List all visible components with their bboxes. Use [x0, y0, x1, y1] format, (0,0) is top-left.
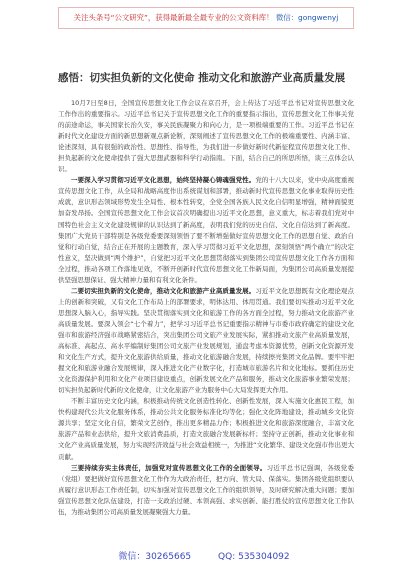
- body-paragraph-point-2: 二要切实担负新的文化使命，推动文化和旅游产业高质量发展。习近平文化思想既有文化理论观点上的创新和突破，又有文化工作布局上的部署要求，明体达用、体用贯通。我们要切实推动习近平文化思想深入脑入心，指导实践。坚决贯彻落实到文化和旅游工作的各方面全过程，努力推动文化旅游产业高质量发展。要深入领会“七个着力”，把学习习近平总书记重要指示精神与市委市政府确定的建设文化强市和旅游经济强市战略紧密结合，突出集团公司文旅产业发展实际，紧扣推动文旅产业高质量发展，高标准、高起点、高水平编制好集团公司文旅产业发展规划，通盘考虑本资源优势，创新文化资源开发和文化生产方式，提升文化旅游供给质量，推动文化旅游融合发展，持续擦亮集团文化品牌。要牢牢把握文化和旅游业融合发展规律，深入推进文化产业数字化，打造城市旅游名片和文化地标。要抓住历史文化资源保护利用和文化产业项目建设重点，创新发展文化产品和服务，推动文化旅游事业繁荣发展；切实担负起新时代新的文化使命，让文化旅游产业为服务中心大局发挥更大作用。: [58, 286, 354, 395]
- document-title: 感悟：切实担负新的文化使命 推动文化和旅游产业高质量发展: [58, 72, 346, 84]
- point-3-heading: 三要持续夯实主体责任，加强党对宣传思想文化工作的全面领导。: [71, 463, 267, 472]
- footer-contact: [0, 547, 408, 567]
- banner-promo-text: 关注头条号“公文研究”，获得最新最全最专业的公文资料库！: [73, 13, 274, 22]
- document-body: [58, 98, 354, 540]
- body-paragraph-point-3: 三要持续夯实主体责任，加强党对宣传思想文化工作的全面领导。习近平总书记强调，各级党委（党组）要把做好宣传思想文化工作作为大政治责任，把方向、管大局、保落实。集团各级党组织要认真履行意识形态工作责任制，切实加强对宣传思想文化工作的组织领导，及时研究解决重大问题；要加强宣传思想文化队伍建设，打造一支政治过硬、本领高强、求实创新、能打胜仗的宣传思想文化工作队伍，为推动集团公司高质量发展凝聚强大力量。: [58, 463, 354, 516]
- body-paragraph-point-1: 一要深入学习贯彻习近平文化思想，始终坚持凝心铸魂强党性。党的十八大以来，党中央高度重视宣传思想文化工作，从全局和战略高度作出系统谋划和部署，推动新时代宣传思想文化事业取得历史性成就，意识形态领域形势发生全局性、根本性转变，全党全国各族人民文化自信明显增强，精神面貌更加奋发昂扬。全国宣传思想文化工作会议首次明确提出习近平文化思想，意义重大，标志着我们党对中国特色社会主义文化建设规律的认识达到了新高度，表明我们党的历史自信、文化自信达到了新高度。集团广大党员干部特别是各级党委要深刻领悟了要不断增强做好宣传思想文化工作的思想自觉、政治自觉和行动自觉，结合正在开展的主题教育，深入学习贯彻习近平文化思想，深刻领悟“两个确立”的决定性意义，坚决做到“两个维护”，自觉把习近平文化思想贯彻落实到集团公司宣传思想文化工作各方面和全过程，推动各项工作落地见效，不断开创新时代宣传思想文化工作新局面，为集团公司高质量发展提供坚强思想保证、强大精神力量和有利文化条件。: [58, 176, 354, 284]
- footer-qq: QQ: 535304092: [218, 552, 290, 562]
- body-paragraph-intro: 10月7日至8日，全国宣传思想文化工作会议在京召开，会上传达了习近平总书记对宣传思想文化工作作出的重要指示。习近平总书记关于宣传思想文化工作的重要指示指出，宣传思想文化工作事关党的前途命运，事关国家长治久安，事关民族凝聚力和向心力，是一项极端重要的工作。习近平总书记在新时代文化建设方面的新思想新观点新论断，深刻阐述了宣传思想文化工作的极端重要性、内涵丰富、论述深刻，具有很强的政治性、思想性、指导性，为我们进一步做好新时代新征程宣传思想文化工作、担负起新的文化使命提供了强大思想武器和科学行动指南。下面，结合自己的所思所悟，谈三点体会认识。: [58, 99, 354, 174]
- footer-wechat: 微信：30265665: [118, 552, 192, 562]
- top-banner: [58, 7, 354, 29]
- banner-wechat-text[interactable]: 微信：gongwenyj: [275, 13, 339, 22]
- point-2-heading: 二要切实担负新的文化使命，推动文化和旅游产业高质量发展。: [71, 286, 256, 295]
- body-paragraph-continuation: 不断丰富历史文化内涵，积极推动传统文化创造性转化、创新性发展，深入实施文化惠民工程，加快构建现代公共文化服务体系，推动公共文化服务标准化均等化；强化文化阵地建设，推动城乡文化资源共享；坚定文化自信，繁荣文艺创作，推出更多精品力作；积极推进文化和旅游深度融合，丰富文化旅游产品和业态供给，提升文旅消费品质，打造文旅融合发展新标杆；坚持守正创新，推动文化事业和文化产业高质量发展，努力实现经济效益与社会效益相统一，为推进“文化繁华、建设文化强市作出更大贡献。: [58, 397, 354, 461]
- point-1-heading: 一要深入学习贯彻习近平文化思想，始终坚持凝心铸魂强党性。: [71, 176, 256, 185]
